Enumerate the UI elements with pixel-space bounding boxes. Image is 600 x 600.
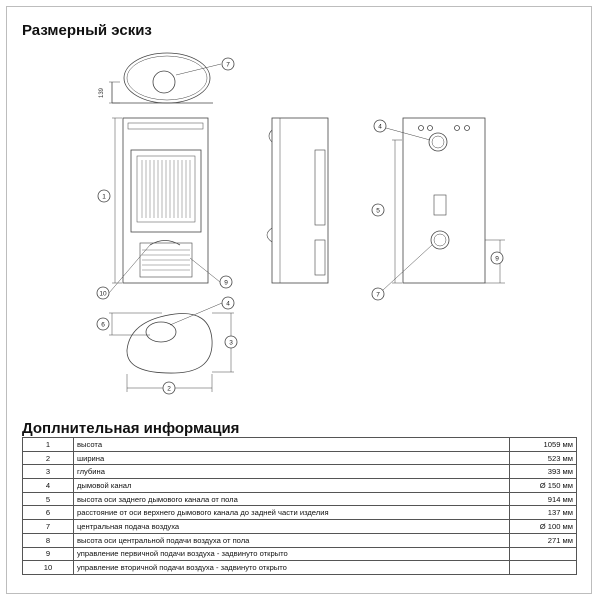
row-value: 137 мм [510, 506, 577, 520]
row-description: глубина [74, 465, 510, 479]
row-value [510, 547, 577, 561]
row-number: 10 [23, 561, 74, 575]
row-value: 523 мм [510, 451, 577, 465]
table-row [23, 547, 577, 561]
row-number: 5 [23, 492, 74, 506]
callout-bottom-flue: 4 [226, 300, 230, 308]
callout-back-air-height: 9 [495, 255, 499, 263]
row-number: 1 [23, 438, 74, 452]
top-view [109, 53, 221, 103]
row-description: дымовой канал [74, 479, 510, 493]
table-row [23, 506, 577, 520]
row-description: высота оси заднего дымового канала от пола [74, 492, 510, 506]
row-value: 1059 мм [510, 438, 577, 452]
table-row [23, 561, 577, 575]
row-description: высота [74, 438, 510, 452]
callout-bottom-depth-axis: 6 [101, 321, 105, 329]
callout-front-secondary-air: 10 [99, 290, 107, 298]
row-description: центральная подача воздуха [74, 520, 510, 534]
callout-back-air: 7 [376, 291, 380, 299]
row-value: Ø 100 мм [510, 520, 577, 534]
row-number: 8 [23, 533, 74, 547]
table-row [23, 492, 577, 506]
callout-front-height: 1 [102, 193, 106, 201]
spec-table [22, 437, 577, 575]
table-row [23, 520, 577, 534]
info-title: Доплнительная информация [22, 420, 240, 437]
row-number: 6 [23, 506, 74, 520]
table-row [23, 438, 577, 452]
row-number: 9 [23, 547, 74, 561]
table-row [23, 465, 577, 479]
row-value: 914 мм [510, 492, 577, 506]
table-row [23, 451, 577, 465]
bottom-view [109, 300, 234, 392]
table-row [23, 479, 577, 493]
row-number: 2 [23, 451, 74, 465]
row-description: расстояние от оси верхнего дымового канала до задней части изделия [74, 506, 510, 520]
sketch-title: Размерный эскиз [22, 22, 152, 39]
row-value [510, 561, 577, 575]
dimension-139: 139 [99, 87, 105, 98]
callout-front-primary-air: 9 [224, 279, 228, 287]
back-view [383, 118, 505, 290]
callout-top-air: 7 [226, 61, 230, 69]
row-number: 4 [23, 479, 74, 493]
callout-bottom-depth: 3 [229, 339, 233, 347]
callout-bottom-width: 2 [167, 385, 171, 393]
row-value: 271 мм [510, 533, 577, 547]
side-view [267, 118, 328, 283]
callouts [97, 58, 503, 394]
row-description: ширина [74, 451, 510, 465]
callout-back-flue: 4 [378, 123, 382, 131]
front-view [109, 118, 220, 293]
row-description: управление вторичной подачи воздуха - задвинуто открыто [74, 561, 510, 575]
row-description: высота оси центральной подачи воздуха от пола [74, 533, 510, 547]
row-value: 393 мм [510, 465, 577, 479]
callout-back-height: 5 [376, 207, 380, 215]
table-row [23, 533, 577, 547]
row-number: 7 [23, 520, 74, 534]
row-description: управление первичной подачи воздуха - задвинуто открыто [74, 547, 510, 561]
row-value: Ø 150 мм [510, 479, 577, 493]
row-number: 3 [23, 465, 74, 479]
